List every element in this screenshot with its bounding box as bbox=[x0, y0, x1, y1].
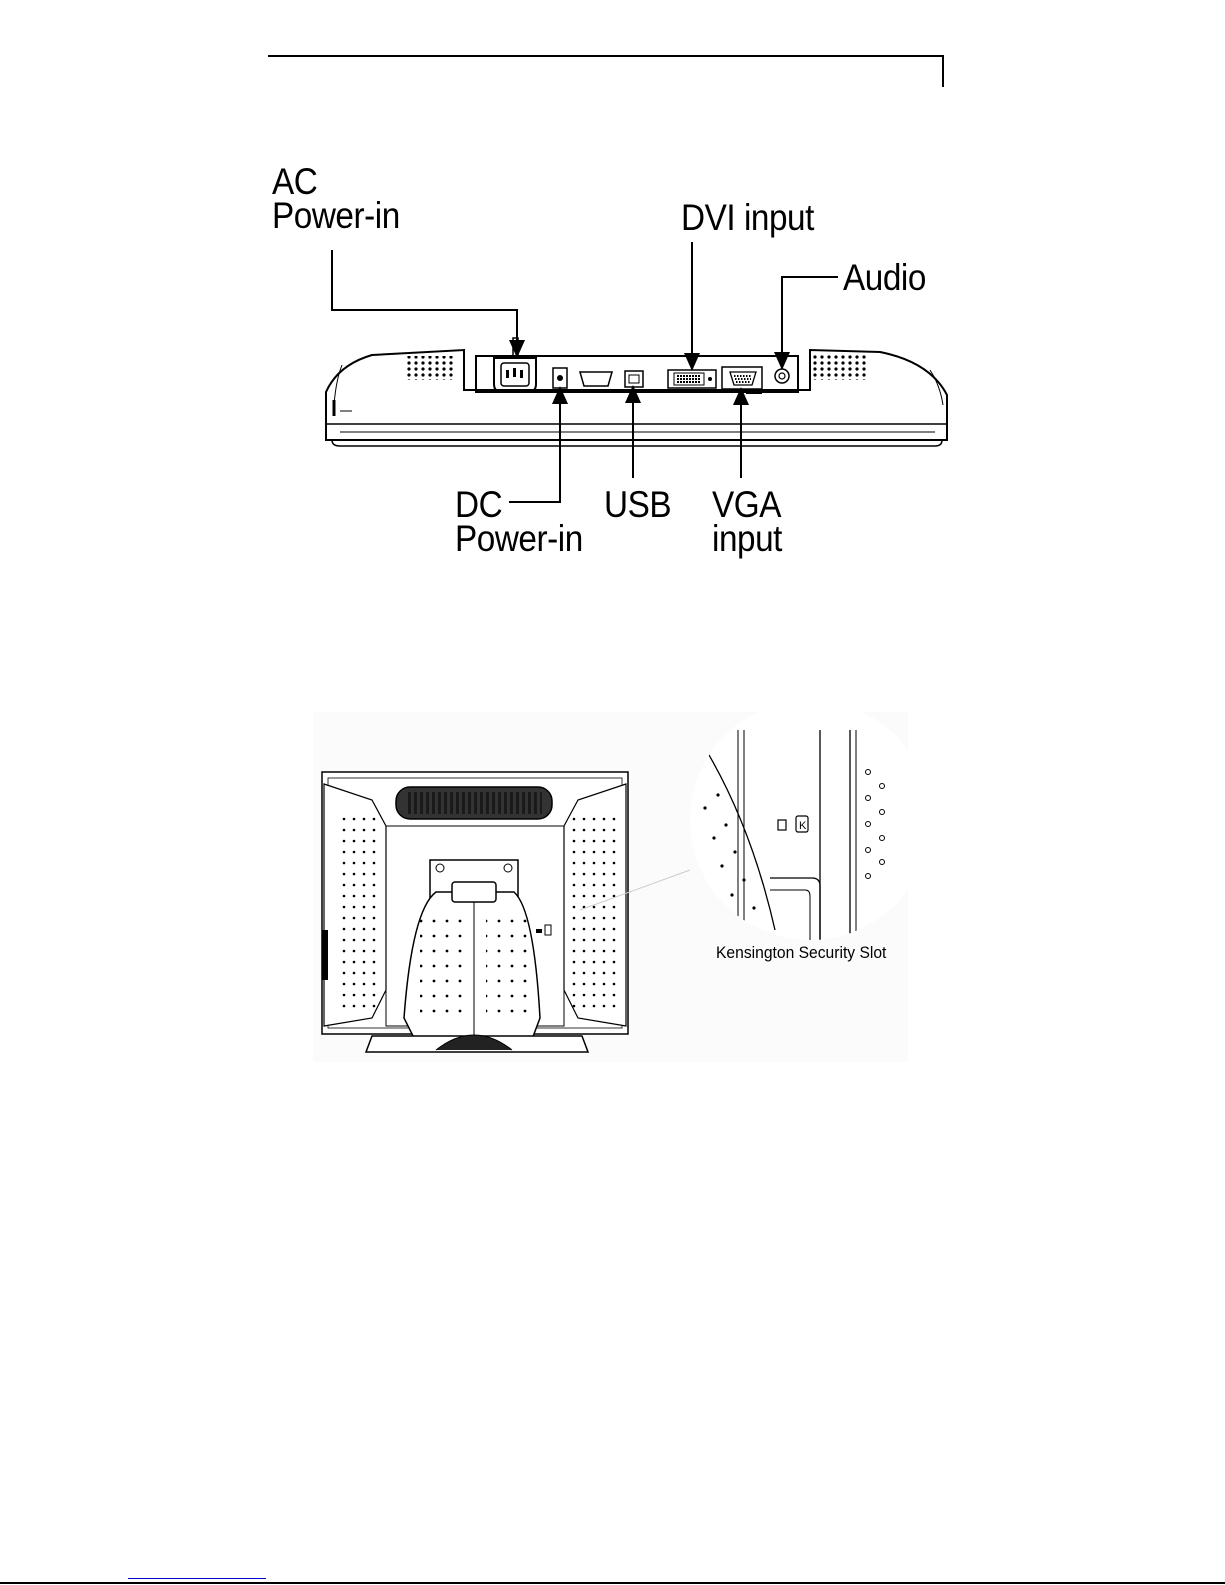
label-dc-line1: DC bbox=[455, 484, 503, 525]
kensington-label: Kensington Security Slot bbox=[716, 943, 887, 962]
label-audio: Audio bbox=[843, 257, 926, 298]
serial-port bbox=[580, 372, 612, 386]
label-dc-line2: Power-in bbox=[455, 518, 583, 559]
audio-jack bbox=[775, 369, 789, 383]
label-usb: USB bbox=[604, 484, 672, 525]
footer-link-underline[interactable] bbox=[128, 1578, 266, 1579]
left-vent bbox=[404, 356, 456, 380]
right-vent bbox=[812, 354, 867, 380]
footer-rule bbox=[0, 1582, 1225, 1584]
usb-port bbox=[625, 371, 643, 387]
ac-callout-line bbox=[332, 250, 517, 350]
security-diagram bbox=[0, 700, 1225, 1100]
ac-socket bbox=[494, 338, 536, 392]
label-ac-line2: Power-in bbox=[272, 195, 400, 236]
monitor-bottom-view bbox=[0, 0, 1225, 600]
dc-jack bbox=[553, 368, 567, 388]
dc-callout-line bbox=[509, 394, 560, 502]
label-vga-line1: VGA bbox=[712, 484, 781, 525]
label-ac-line1: AC bbox=[272, 161, 318, 202]
label-vga-line2: input bbox=[712, 518, 782, 559]
kensington-k-letter: K bbox=[799, 820, 807, 832]
monitor-rear-view bbox=[0, 700, 1225, 1100]
label-dvi-input: DVI input bbox=[681, 197, 814, 238]
ports-diagram bbox=[0, 0, 1225, 600]
dvi-port bbox=[668, 370, 716, 388]
